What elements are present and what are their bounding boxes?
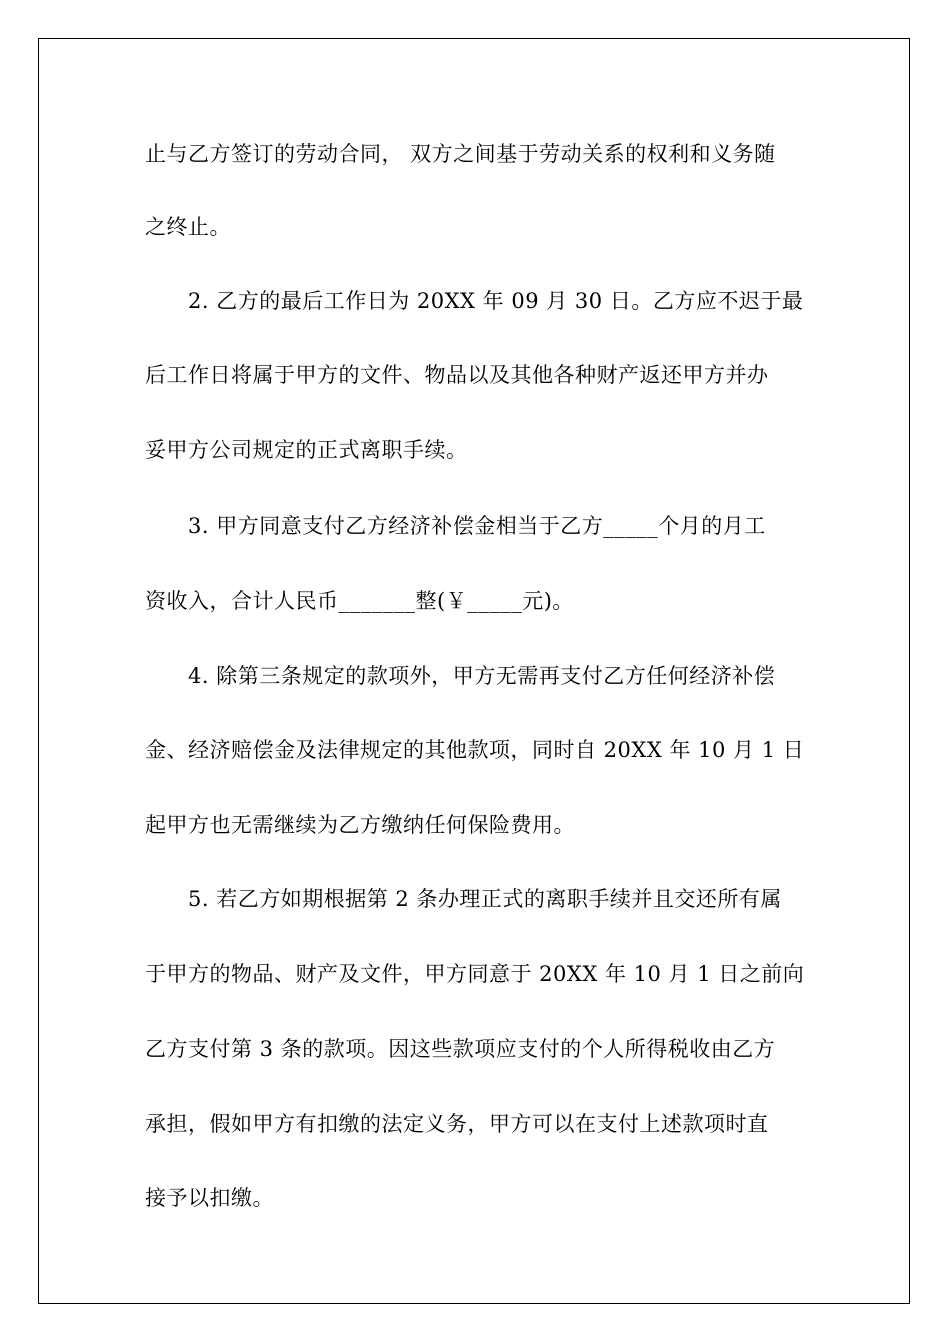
clause-4-line-3: 起甲方也无需继续为乙方缴纳任何保险费用。 [145, 813, 575, 837]
clause-3-line-2: 资收入，合计人民币_______整(￥_____元)。 [145, 589, 574, 613]
clause-2-line-3: 妥甲方公司规定的正式离职手续。 [145, 438, 468, 462]
clause-2-line-1: 2. 乙方的最后工作日为 20XX 年 09 月 30 日。乙方应不迟于最 [188, 289, 804, 313]
clause-5-line-5: 接予以扣缴。 [145, 1186, 274, 1210]
clause-4-line-1: 4. 除第三条规定的款项外，甲方无需再支付乙方任何经济补偿 [188, 664, 776, 688]
clause-4-line-2: 金、经济赔偿金及法律规定的其他款项，同时自 20XX 年 10 月 1 日 [145, 738, 805, 762]
clause-2-line-2: 后工作日将属于甲方的文件、物品以及其他各种财产返还甲方并办 [145, 363, 769, 387]
clause-5-line-4: 承担，假如甲方有扣缴的法定义务，甲方可以在支付上述款项时直 [145, 1112, 769, 1136]
clause-5-line-3: 乙方支付第 3 条的款项。因这些款项应支付的个人所得税收由乙方 [145, 1037, 776, 1061]
clause-5-line-2: 于甲方的物品、财产及文件，甲方同意于 20XX 年 10 月 1 日之前向 [145, 962, 805, 986]
text-line-2: 之终止。 [145, 215, 231, 239]
clause-5-line-1: 5. 若乙方如期根据第 2 条办理正式的离职手续并且交还所有属 [188, 887, 782, 911]
text-line-1: 止与乙方签订的劳动合同， 双方之间基于劳动关系的权利和义务随 [145, 142, 776, 166]
clause-3-line-1: 3. 甲方同意支付乙方经济补偿金相当于乙方_____个月的月工 [188, 514, 766, 538]
